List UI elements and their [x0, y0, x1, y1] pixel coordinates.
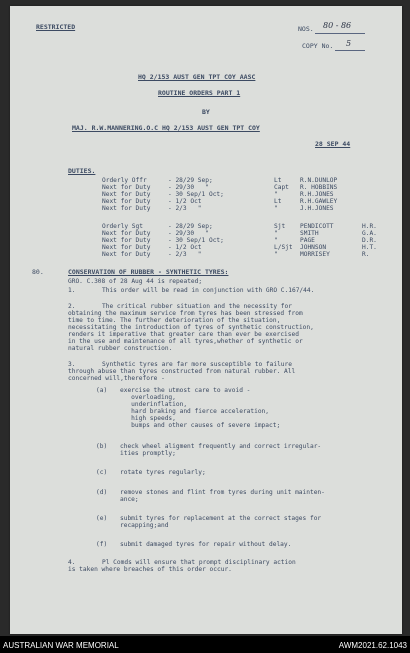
duty-rank: ": [274, 191, 278, 198]
item-line: bumps and other causes of severe impact;: [120, 422, 281, 429]
duty-rank: ": [274, 237, 278, 244]
footer-institution: AUSTRALIAN WAR MEMORIAL: [3, 641, 119, 650]
duty-initials: R.: [362, 251, 370, 258]
copy-label: COPY No.: [302, 42, 334, 50]
duty-date: - 1/2 Oct: [168, 198, 202, 205]
order-number: 80.: [32, 268, 44, 276]
duty-role: Next for Duty: [102, 244, 151, 251]
paragraph-line: is taken where breaches of this order occur.: [68, 566, 232, 573]
duty-name: MORRISEY: [300, 251, 330, 258]
document-date: 28 SEP 44: [315, 140, 351, 148]
duties-heading: DUTIES.: [68, 167, 96, 175]
duty-name: J.H.JONES: [300, 205, 334, 212]
item-key: (d): [96, 489, 108, 496]
order-heading: CONSERVATION OF RUBBER - SYNTHETIC TYRES:: [68, 268, 229, 276]
item-line: ities promptly;: [120, 450, 176, 457]
paragraph-line: time to time. The further deterioration of the situation,: [68, 317, 281, 324]
item-key: (a): [96, 387, 108, 394]
item-line: check wheel aligment frequently and correct irregular-: [120, 443, 322, 450]
item-line: exercise the utmost care to avoid -: [120, 387, 251, 394]
duty-rank: ": [274, 251, 278, 258]
duty-rank: Lt: [274, 198, 282, 205]
duty-initials: G.A.: [362, 230, 377, 237]
item-line: overloading,: [120, 394, 176, 401]
duty-role: Next for Duty: [102, 191, 151, 198]
paragraph-line: in the use and maintenance of all tyres,whether of synthetic or: [68, 338, 303, 345]
paragraph-line: Synthetic tyres are far more susceptible to failure: [102, 361, 292, 368]
paragraph-line: through abuse than tyres constructed from natural rubber. All: [68, 368, 296, 375]
duty-date: - 2/3 ": [168, 205, 202, 212]
item-line: submit tyres for replacement at the correct stages for: [120, 515, 322, 522]
duty-rank: Lt: [274, 177, 282, 184]
duty-date: - 28/29 Sep;: [168, 177, 213, 184]
document-title: ROUTINE ORDERS PART 1: [158, 89, 241, 97]
item-line: high speeds,: [120, 415, 176, 422]
duty-name: R.H.GAWLEY: [300, 198, 338, 205]
duty-name: R.H.JONES: [300, 191, 334, 198]
nos-value: 80 - 86: [323, 21, 352, 30]
copy-value: 5: [346, 39, 352, 48]
item-line: submit damaged tyres for repair without delay.: [120, 541, 292, 548]
duty-name: PAGE: [300, 237, 315, 244]
paragraph-line: The critical rubber situation and the necessity for: [102, 303, 292, 310]
duty-role: Orderly Sgt: [102, 223, 143, 230]
duty-rank: L/Sjt: [274, 244, 293, 251]
item-key: (b): [96, 443, 108, 450]
duty-role: Next for Duty: [102, 230, 151, 237]
duty-initials: H.R.: [362, 223, 377, 230]
item-key: (c): [96, 469, 108, 476]
duty-role: Next for Duty: [102, 198, 151, 205]
item-line: rotate tyres regularly;: [120, 469, 206, 476]
order-reference: GRO. C.308 of 28 Aug 44 is repeated;: [68, 278, 203, 285]
item-line: hard braking and fierce acceleration,: [120, 408, 270, 415]
duty-role: Next for Duty: [102, 184, 151, 191]
duty-rank: Capt: [274, 184, 289, 191]
paragraph-line: natural rubber construction.: [68, 345, 173, 352]
duty-initials: D.R.: [362, 237, 377, 244]
paragraph-line: renders it imperative that greater care than ever be exercised: [68, 331, 299, 338]
duty-name: R. HOBBINS: [300, 184, 338, 191]
paragraph-number: 2.: [68, 303, 76, 310]
duty-date: - 1/2 Oct: [168, 244, 202, 251]
duty-role: Next for Duty: [102, 205, 151, 212]
paragraph-number: 3.: [68, 361, 76, 368]
duty-name: SMITH: [300, 230, 319, 237]
duty-role: Orderly Offr: [102, 177, 147, 184]
item-key: (f): [96, 541, 108, 548]
duty-date: - 29/30 ": [168, 230, 209, 237]
by-label: BY: [202, 108, 210, 116]
footer-accession-number: AWM2021.62.1043: [338, 641, 407, 650]
duty-rank: Sjt: [274, 223, 286, 230]
officer-line: MAJ. R.W.MANNERING.O.C HQ 2/153 AUST GEN TPT COY: [72, 124, 260, 132]
archive-footer: [0, 636, 410, 653]
paragraph-line: obtaining the maximum service from tyres has been stressed from: [68, 310, 303, 317]
duty-rank: ": [274, 205, 278, 212]
nos-label: NOS.: [298, 25, 314, 33]
duty-name: R.N.DUNLOP: [300, 177, 338, 184]
item-line: underinflation,: [120, 401, 188, 408]
duty-date: - 30 Sep/1 Oct;: [168, 237, 224, 244]
duty-role: Next for Duty: [102, 237, 151, 244]
document-page: [10, 6, 402, 634]
duty-rank: ": [274, 230, 278, 237]
item-line: ance;: [120, 496, 139, 503]
duty-name: JOHNSON: [300, 244, 327, 251]
paragraph-line: Pl Comds will ensure that prompt disciplinary action: [102, 559, 296, 566]
paragraph-line: necessitating the introduction of tyres of synthetic construction,: [68, 324, 314, 331]
paragraph-number: 4.: [68, 559, 76, 566]
paragraph-line: concerned will,therefore -: [68, 375, 165, 382]
paragraph-number: 1.: [68, 287, 76, 294]
duty-role: Next for Duty: [102, 251, 151, 258]
classification-label: RESTRICTED: [36, 23, 76, 31]
duty-initials: H.T.: [362, 244, 377, 251]
unit-line: HQ 2/153 AUST GEN TPT COY AASC: [138, 73, 256, 81]
item-line: recapping;and: [120, 522, 169, 529]
duty-date: - 2/3 ": [168, 251, 202, 258]
duty-name: PENDICOTT: [300, 223, 334, 230]
duty-date: - 30 Sep/1 Oct;: [168, 191, 224, 198]
duty-date: - 29/30 ": [168, 184, 209, 191]
duty-date: - 28/29 Sep;: [168, 223, 213, 230]
item-key: (e): [96, 515, 108, 522]
item-line: remove stones and flint from tyres during unit mainten-: [120, 489, 325, 496]
paragraph-text: This order will be read in conjunction with GRO C.167/44.: [102, 287, 315, 294]
